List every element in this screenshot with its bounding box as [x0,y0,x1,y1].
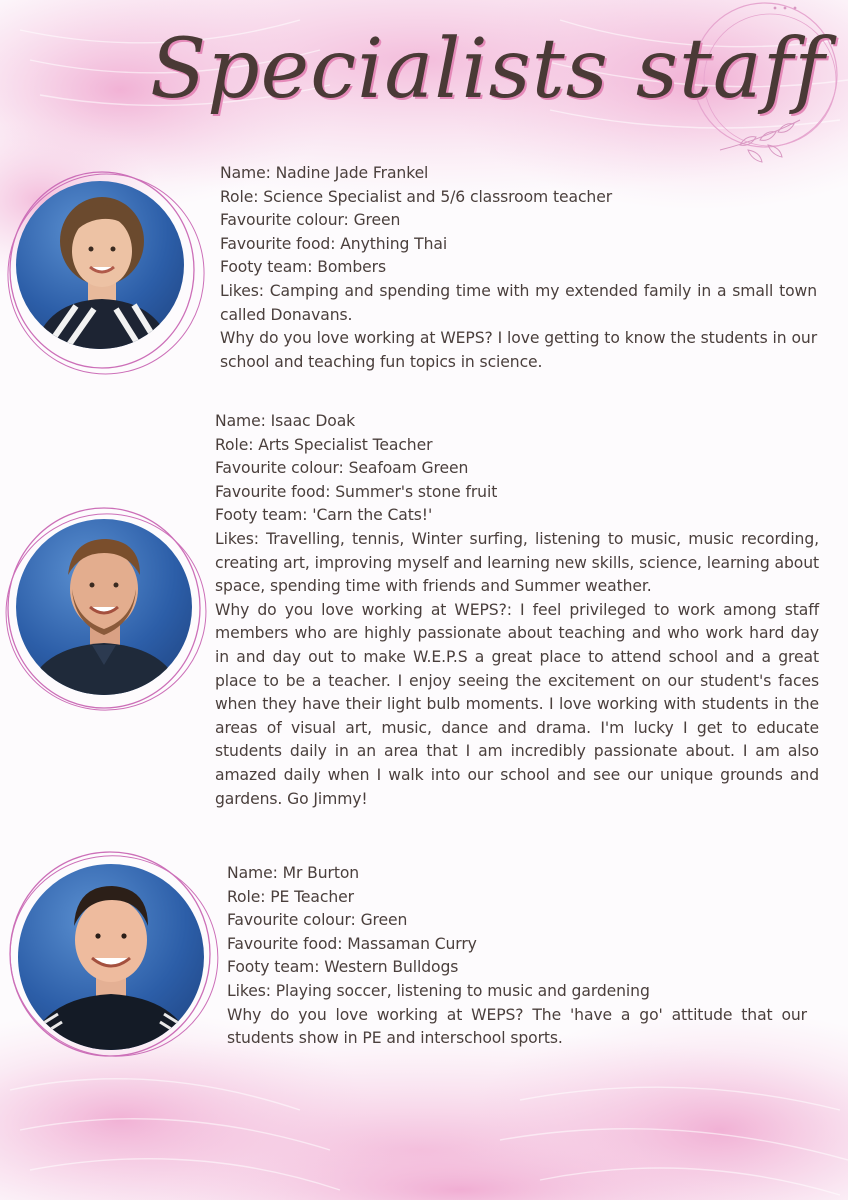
staff-likes: Likes: Travelling, tennis, Winter surfing, listening to music, music recording, creating art, improving myself and learning new skills, science, learning about space, spending time with friends and Summer weather. [215,529,819,596]
staff-colour: Favourite colour: Green [220,211,401,230]
avatar-burton [18,864,204,1050]
staff-role: Role: Arts Specialist Teacher [215,435,433,454]
bio-burton [227,862,807,1051]
staff-role: Role: PE Teacher [227,887,354,906]
staff-food: Favourite food: Anything Thai [220,234,448,253]
page-title: Specialists staff [150,22,826,117]
bio-frankel [220,162,817,374]
staff-name: Name: Mr Burton [227,864,360,882]
staff-role: Role: Science Specialist and 5/6 classroom teacher [220,187,613,206]
staff-food: Favourite food: Summer's stone fruit [215,482,498,501]
staff-name: Name: Isaac Doak [215,412,356,430]
staff-footy: Footy team: Western Bulldogs [227,958,459,977]
staff-likes: Likes: Playing soccer, listening to music and gardening [227,981,650,1000]
staff-colour: Favourite colour: Green [227,911,408,930]
staff-why: Why do you love working at WEPS?: I feel privileged to work among staff members who are highly passionate about teaching and who work hard day in and day out to make W.E.P.S a great place to attend school and a great place to be a teacher. I enjoy seeing the excitement on our student's faces when they have their light bulb moments. I love working with students in the areas of visual art, music, dance and drama. I'm lucky I get to educate students daily in an area that I am incredibly passionate about. I am also amazed daily when I walk into our school and see our unique grounds and gardens. Go Jimmy! [215,600,819,808]
staff-why: Why do you love working at WEPS? I love getting to know the students in our school and teaching fun topics in science. [220,329,817,371]
staff-likes: Likes: Camping and spending time with my extended family in a small town called Donavans. [220,281,817,324]
bio-doak [215,410,819,811]
staff-name: Name: Nadine Jade Frankel [220,164,429,182]
staff-food: Favourite food: Massaman Curry [227,934,477,953]
staff-footy: Footy team: 'Carn the Cats!' [215,506,433,525]
staff-why: Why do you love working at WEPS? The 'have a go' attitude that our students show in PE and interschool sports. [227,1005,807,1048]
staff-footy: Footy team: Bombers [220,258,387,277]
avatar-frankel [16,181,184,349]
staff-colour: Favourite colour: Seafoam Green [215,459,469,478]
avatar-doak [16,519,192,695]
